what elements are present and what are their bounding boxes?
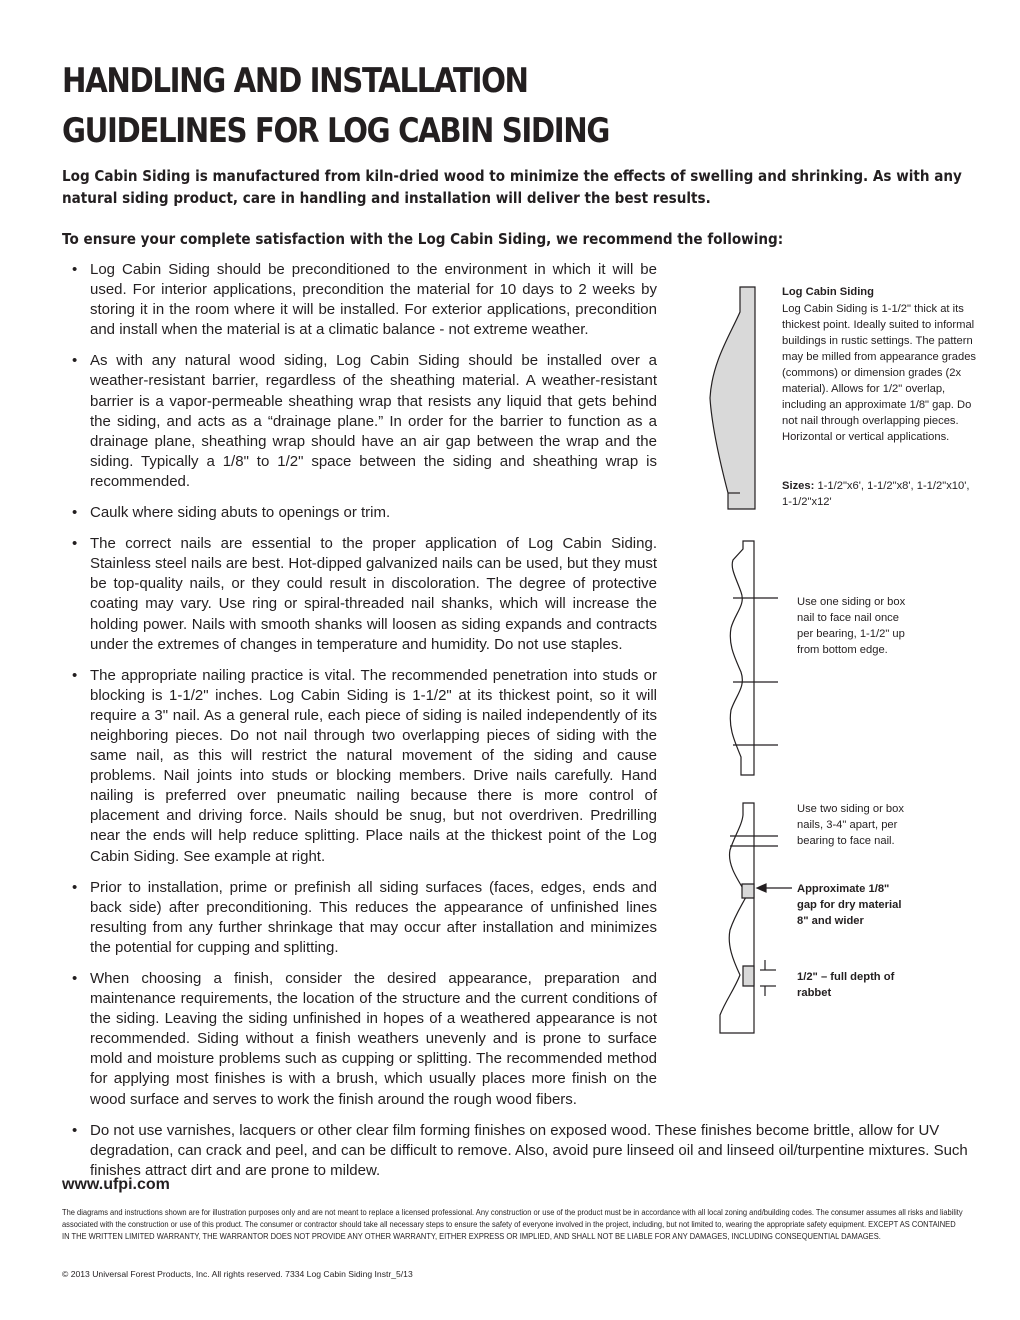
bullet-icon: •	[72, 352, 78, 370]
list-item-text: Caulk where siding abuts to openings or trim.	[90, 504, 391, 522]
bullet-icon: •	[72, 261, 78, 278]
page-title	[62, 56, 836, 156]
website-link[interactable]: www.ufpi.com	[62, 1176, 170, 1193]
bullet-icon: •	[72, 535, 78, 553]
list-item	[62, 878, 657, 958]
list-item	[62, 969, 657, 1110]
note-two-nails: Use two siding or box nails, 3-4" apart, per bearing to face nail.	[797, 803, 904, 847]
list-item-text: When choosing a finish, consider the desired appearance, preparation and maintenance requirements, the location of the structure and the current conditions of the siding. Leaving the siding unfinished in hopes of a weathered appearance is not recommended. Siding without a finish weathers unevenly and is prone to surface mold and moisture problems such as cupping or splitting. The recommended method for applying most finishes is with a brush, which usually places more finish on the wood surface and serves to work the finish around the rough wood fibers.	[90, 970, 657, 1108]
list-item	[62, 351, 657, 492]
sizes-label: Sizes:	[782, 480, 815, 492]
list-item	[62, 534, 657, 655]
intro-paragraph: Log Cabin Siding is manufactured from kiln-dried wood to minimize the effects of swelling and shrinking. As with any natural siding product, care in handling and installation will deliver the best results.	[62, 167, 962, 207]
note-rabbet: 1/2" – full depth of rabbet	[797, 971, 895, 999]
list-item	[62, 666, 657, 867]
disclaimer: The diagrams and instructions shown are for illustration purposes only and are not meant to replace a licensed professional. Any construction or use of the product must be in accordance with all local zoning and/building codes. The consumer assumes all risks and liability associated with the construction or use of this product. The consumer or contractor should take all necessary steps to ensure the safety of everyone involved in the project, including, but not limited to, wearing the appropriate safety equipment. EXCEPT AS CONTAINED IN THE WRITTEN LIMITED WARRANTY, THE WARRANTOR DOES NOT PROVIDE ANY OTHER WARRANTY, EITHER EXPRESS OR IMPLIED, AND SHALL NOT BE LIABLE FOR ANY DAMAGES, INCLUDING CONSEQUENTIAL DAMAGES.	[62, 1207, 963, 1241]
bullet-icon: •	[72, 1121, 78, 1139]
bullet-icon: •	[72, 666, 78, 684]
gap-region	[742, 884, 754, 898]
list-item	[62, 1121, 990, 1181]
arrow-left-icon	[757, 884, 766, 892]
list-item-text: The correct nails are essential to the proper application of Log Cabin Siding. Stainless steel nails are best. Hot-dipped galvanized nails can be used, but they must be top-quality nails, or they could result in discoloration. The degree of protective coating may vary. Use ring or spiral-threaded nail shanks, which will increase the holding power. Nails with smooth shanks will loosen as siding expands and contracts under the extremes of changes in temperature and humidity. Do not use staples.	[90, 535, 657, 653]
title-line-1: HANDLING AND INSTALLATION	[62, 61, 528, 101]
siding-profile-stack-two-nails	[720, 803, 754, 1033]
gap-region	[743, 966, 754, 986]
note-one-nail: Use one siding or box nail to face nail once per bearing, 1-1/2" up from bottom edge.	[797, 596, 906, 656]
list-item	[62, 260, 657, 340]
recommend-heading: To ensure your complete satisfaction with the Log Cabin Siding, we recommend the following:	[62, 230, 784, 248]
note-gap: Approximate 1/8" gap for dry material 8" and wider	[797, 883, 902, 927]
list-item-text: The appropriate nailing practice is vital. The recommended penetration into studs or blocking is 1-1/2" inches. Log Cabin Siding is 1-1/2" at its thickest point, so it will require a 3" nail. As a general rule, each piece of siding is nailed independently of its neighboring pieces. Do not nail through two overlapping pieces of siding with the same nail, as this will restrict the natural movement of the siding and cause problems. Nail joints into studs or blocking members. Drive nails carefully. Hand nailing is preferred over pneumatic nailing because there is more control of placement and driving force. Nails should be snug, but not overdriven. Predrilling near the ends will help reduce splitting. Place nails at the thickest point of the Log Cabin Siding. See example at right.	[90, 666, 657, 865]
sidebar-body: Log Cabin Siding is 1-1/2" thick at its thickest point. Ideally suited to informal buildings in rustic settings. The pattern may be milled from appearance grades (commons) or dimension grades (2x material). Allows for 1/2" overlap, including an approximate 1/8" gap. Do not nail through overlapping pieces. Horizontal or vertical applications.	[782, 303, 977, 443]
sidebar-sizes	[782, 478, 982, 510]
siding-profile-single	[710, 287, 755, 509]
copyright: © 2013 Universal Forest Products, Inc. All rights reserved. 7334 Log Cabin Siding Instr_5/13	[62, 1269, 413, 1279]
sizes-value: 1-1/2"x6', 1-1/2"x8', 1-1/2"x10', 1-1/2"x12'	[782, 480, 970, 508]
bullet-icon: •	[72, 878, 78, 896]
list-item	[62, 503, 657, 523]
title-line-2: GUIDELINES FOR LOG CABIN SIDING	[62, 111, 610, 151]
list-item-text: Prior to installation, prime or prefinish all siding surfaces (faces, edges, ends and back side) after preconditioning. This reduces the appearance of unfinished lines resulting from any further shrinkage that may occur after installation and minimizes the potential for cupping and splitting.	[90, 878, 657, 956]
bullet-icon: •	[72, 504, 78, 522]
list-item-text: Log Cabin Siding should be preconditioned to the environment in which it will be used. For interior applications, precondition the material for 10 days to 2 weeks by storing it in the room where it will be installed. For exterior applications, precondition and install when the material is at a climatic balance - not extreme weather.	[90, 261, 657, 339]
siding-profile-stack-one-nail	[730, 541, 754, 775]
list-item-text: As with any natural wood siding, Log Cabin Siding should be installed over a weather-resistant barrier, regardless of the sheathing material. A weather-resistant barrier is a vapor-permeable sheathing wrap that resists any liquid that gets behind the siding, and acts as a “drainage plane.” In order for the barrier to function as a drainage plane, sheathing wrap should have an air gap between the wrap and the siding. Typically a 1/8" to 1/2" space between the siding and sheathing wrap is recommended.	[90, 352, 657, 490]
list-item-text: Do not use varnishes, lacquers or other clear film forming finishes on exposed wood. These finishes become brittle, allow for UV degradation, can crack and peel, and can be difficult to remove. Also, avoid pure linseed oil and linseed oil/turpentine mixtures. Such finishes attract dirt and are prone to mildew.	[90, 1121, 968, 1179]
sidebar-title: Log Cabin Siding	[782, 286, 874, 298]
bullet-icon: •	[72, 970, 78, 987]
